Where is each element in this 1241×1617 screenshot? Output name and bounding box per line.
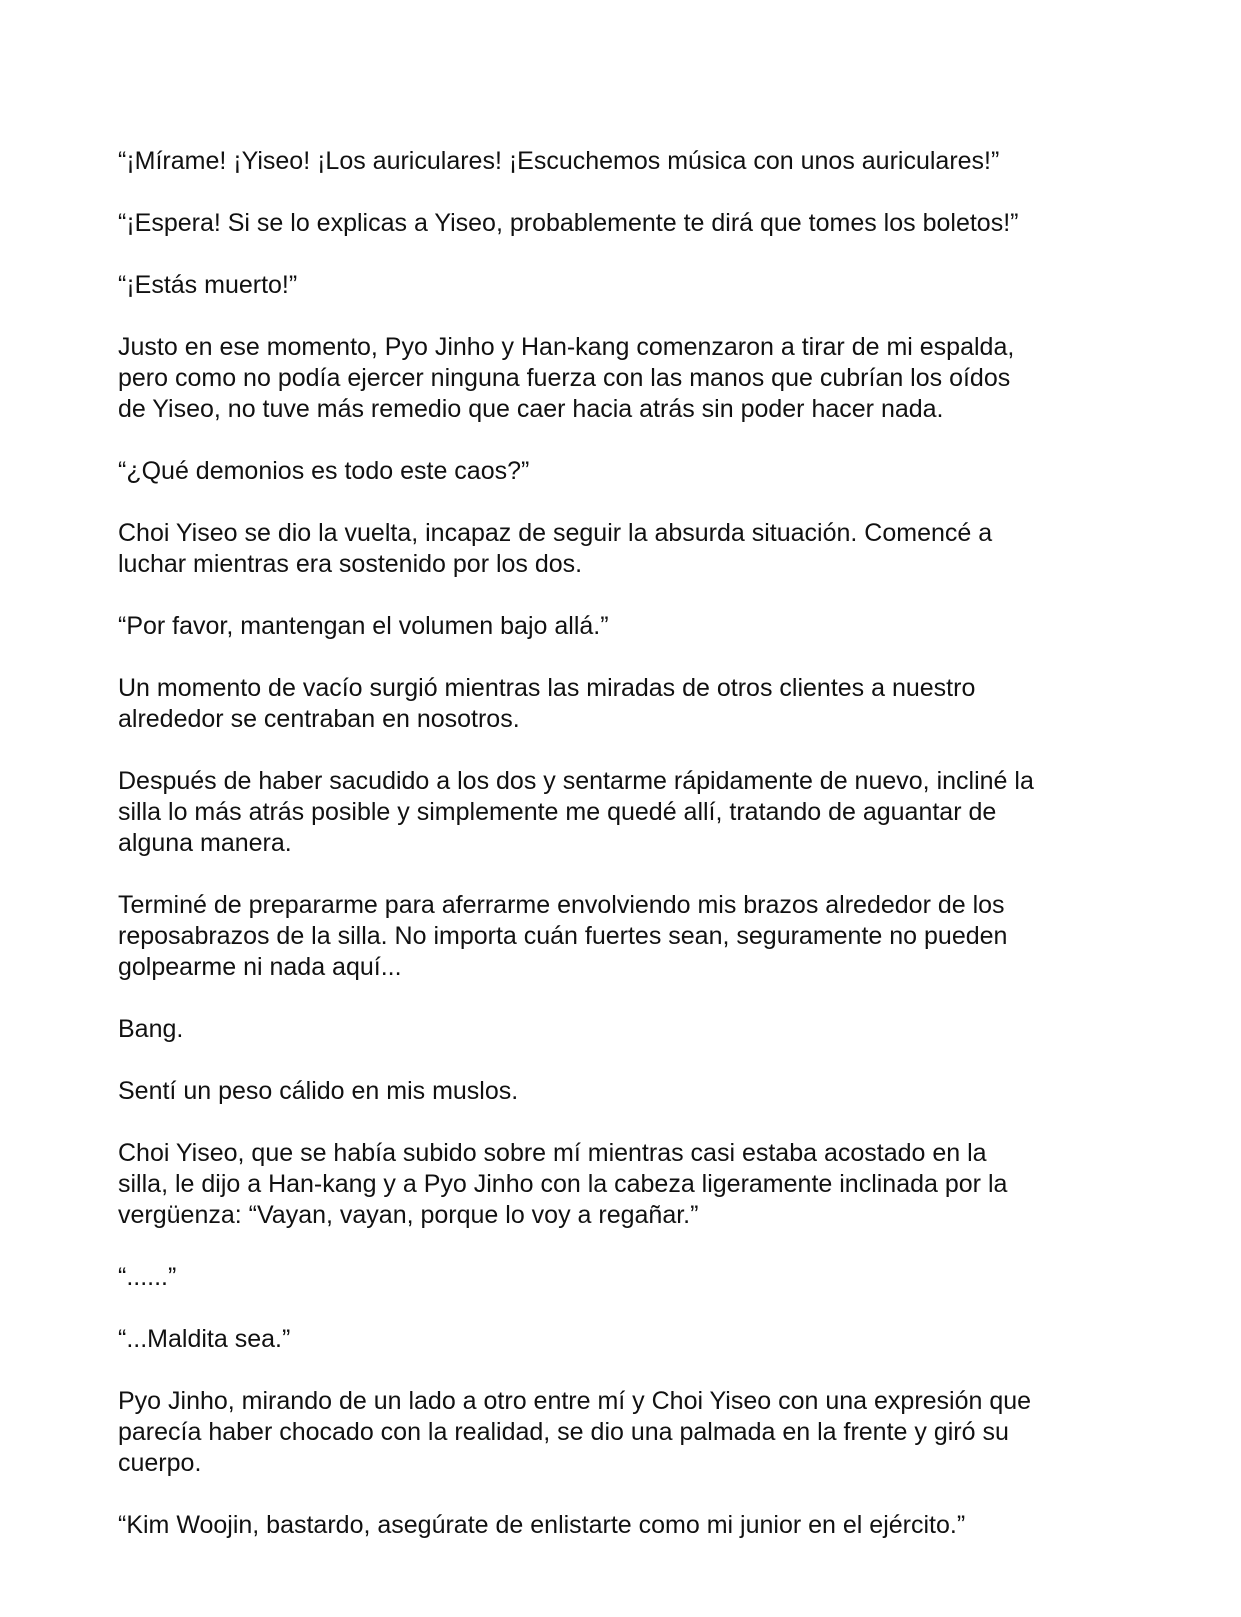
paragraph	[118, 456, 1128, 487]
text-line: Terminé de prepararme para aferrarme envolviendo mis brazos alrededor de los	[118, 891, 1005, 919]
paragraph	[118, 1262, 1128, 1293]
text-line: “¡Espera! Si se lo explicas a Yiseo, probablemente te dirá que tomes los boletos!”	[118, 209, 1019, 237]
text-line: de Yiseo, no tuve más remedio que caer hacia atrás sin poder hacer nada.	[118, 395, 944, 423]
text-line: pero como no podía ejercer ninguna fuerza con las manos que cubrían los oídos	[118, 364, 1011, 392]
text-line: Un momento de vacío surgió mientras las miradas de otros clientes a nuestro	[118, 674, 976, 702]
text-line: silla lo más atrás posible y simplemente me quedé allí, tratando de aguantar de	[118, 798, 997, 826]
text-line: reposabrazos de la silla. No importa cuán fuertes sean, seguramente no pueden	[118, 922, 1008, 950]
text-line: Choi Yiseo, que se había subido sobre mí mientras casi estaba acostado en la	[118, 1139, 987, 1167]
text-line: “...Maldita sea.”	[118, 1325, 291, 1353]
paragraph	[118, 208, 1128, 239]
text-line: luchar mientras era sostenido por los dos.	[118, 550, 583, 578]
paragraph	[118, 1510, 1128, 1541]
paragraph	[118, 518, 1128, 580]
text-line: “Kim Woojin, bastardo, asegúrate de enlistarte como mi junior en el ejército.”	[118, 1511, 966, 1539]
text-line: alrededor se centraban en nosotros.	[118, 705, 520, 733]
paragraph	[118, 1386, 1128, 1479]
paragraph	[118, 1324, 1128, 1355]
text-line: Justo en ese momento, Pyo Jinho y Han-kang comenzaron a tirar de mi espalda,	[118, 333, 1015, 361]
text-line: Sentí un peso cálido en mis muslos.	[118, 1077, 519, 1105]
paragraph	[118, 1138, 1128, 1231]
paragraph	[118, 332, 1128, 425]
text-line: Choi Yiseo se dio la vuelta, incapaz de seguir la absurda situación. Comencé a	[118, 519, 993, 547]
paragraph	[118, 146, 1128, 177]
text-line: Después de haber sacudido a los dos y sentarme rápidamente de nuevo, incliné la	[118, 767, 1034, 795]
paragraph	[118, 890, 1128, 983]
text-line: “¡Mírame! ¡Yiseo! ¡Los auriculares! ¡Escuchemos música con unos auriculares!”	[118, 147, 1000, 175]
text-line: alguna manera.	[118, 829, 292, 857]
text-line: Bang.	[118, 1015, 184, 1043]
paragraph	[118, 766, 1128, 859]
text-line: “Por favor, mantengan el volumen bajo allá.”	[118, 612, 609, 640]
text-line: “......”	[118, 1263, 177, 1291]
paragraph	[118, 1076, 1128, 1107]
text-line: golpearme ni nada aquí...	[118, 953, 402, 981]
text-line: “¿Qué demonios es todo este caos?”	[118, 457, 530, 485]
document-body	[118, 146, 1128, 1572]
text-line: vergüenza: “Vayan, vayan, porque lo voy a regañar.”	[118, 1201, 699, 1229]
paragraph	[118, 673, 1128, 735]
paragraph	[118, 611, 1128, 642]
paragraph	[118, 270, 1128, 301]
text-line: Pyo Jinho, mirando de un lado a otro entre mí y Choi Yiseo con una expresión que	[118, 1387, 1032, 1415]
paragraph	[118, 1014, 1128, 1045]
text-line: silla, le dijo a Han-kang y a Pyo Jinho con la cabeza ligeramente inclinada por la	[118, 1170, 1008, 1198]
text-line: parecía haber chocado con la realidad, se dio una palmada en la frente y giró su	[118, 1418, 1009, 1446]
text-line: cuerpo.	[118, 1449, 202, 1477]
text-line: “¡Estás muerto!”	[118, 271, 298, 299]
